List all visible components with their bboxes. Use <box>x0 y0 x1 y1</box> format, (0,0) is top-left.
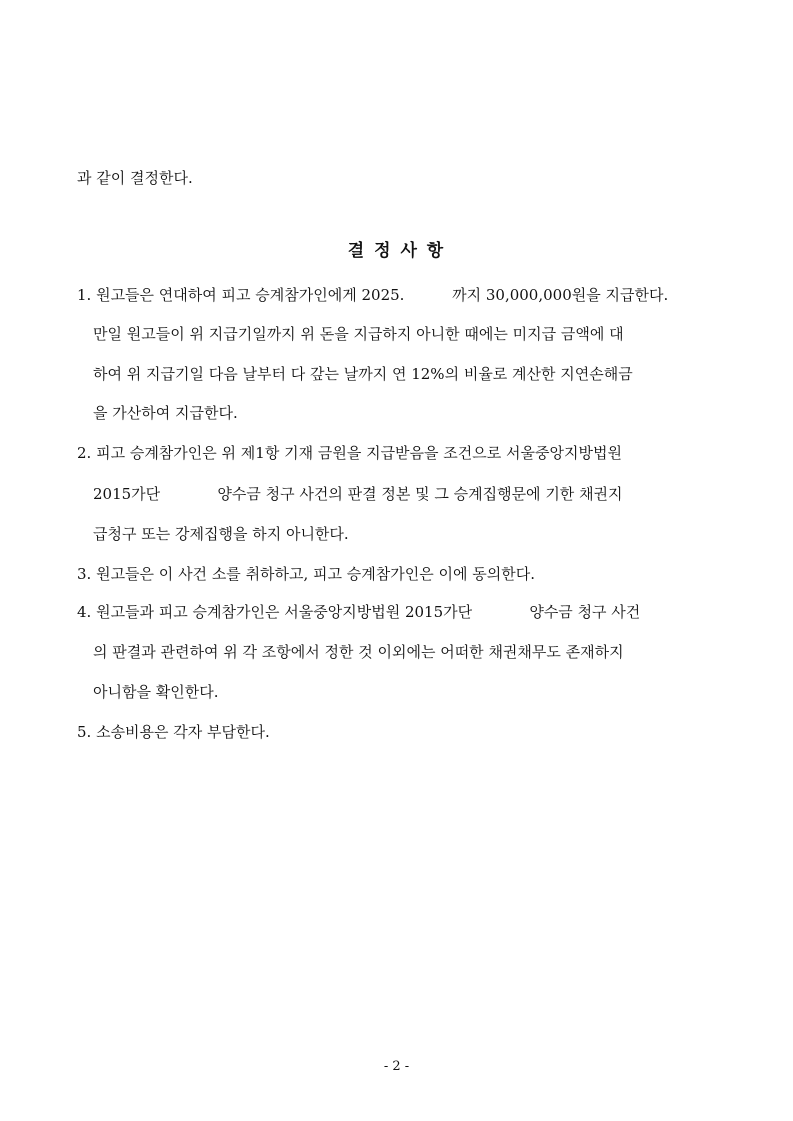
intro-text: 과 같이 결정한다. <box>77 169 193 187</box>
item-5-line-1: 5. 소송비용은 각자 부담한다. <box>77 723 270 741</box>
item-1-line-4: 을 가산하여 지급한다. <box>93 404 238 422</box>
item-3-line-1: 3. 원고들은 이 사건 소를 취하하고, 피고 승계참가인은 이에 동의한다. <box>77 565 535 583</box>
item-1-line-3: 하여 위 지급기일 다음 날부터 다 갚는 날까지 연 12%의 비율로 계산한 지연손해금 <box>93 365 633 383</box>
item-4-line-3: 아니함을 확인한다. <box>93 683 219 701</box>
item-4-line-1: 4. 원고들과 피고 승계참가인은 서울중앙지방법원 2015가단 양수금 청구 사건 <box>77 603 641 621</box>
item-2-line-3: 급청구 또는 강제집행을 하지 아니한다. <box>93 525 349 543</box>
item-2-line-1: 2. 피고 승계참가인은 위 제1항 기재 금원을 지급받음을 조건으로 서울중앙지방법원 <box>77 444 622 462</box>
item-1-line-1: 1. 원고들은 연대하여 피고 승계참가인에게 2025. 까지 30,000,000원을 지급한다. <box>77 286 669 304</box>
page-number: - 2 - <box>383 1059 410 1074</box>
item-2-line-2: 2015가단 양수금 청구 사건의 판결 정본 및 그 승계집행문에 기한 채권지 <box>93 485 623 503</box>
section-heading: 결 정 사 항 <box>347 241 446 261</box>
item-4-line-2: 의 판결과 관련하여 위 각 조항에서 정한 것 이외에는 어떠한 채권채무도 존재하지 <box>93 643 624 661</box>
item-1-line-2: 만일 원고들이 위 지급기일까지 위 돈을 지급하지 아니한 때에는 미지급 금액에 대 <box>93 325 624 343</box>
